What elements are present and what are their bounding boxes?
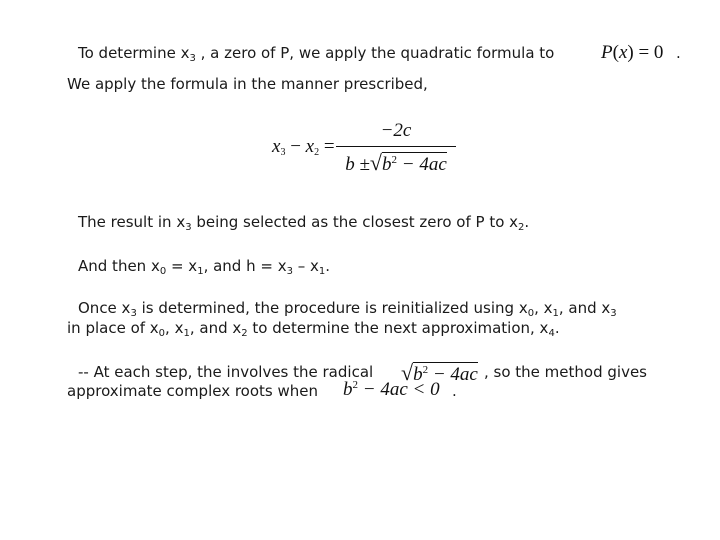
line-5-sub-b: 0: [527, 308, 535, 319]
formula-den-sup: 2: [391, 154, 397, 166]
formula-lhs-x3: x: [272, 136, 281, 157]
line-6-sub-b: 1: [183, 328, 190, 339]
line-7-a: -- At each step, the involves the radical: [78, 363, 374, 381]
formula-lhs-x3-sub: 3: [280, 147, 286, 158]
line-7-b: , so the method gives: [484, 363, 647, 381]
line-3-sub-a: 3: [185, 222, 192, 233]
line-5-sub-d: 3: [610, 308, 617, 319]
condition-sup: 2: [352, 379, 358, 391]
radical-sign-icon: √: [401, 360, 414, 385]
formula-main-fraction: [336, 120, 456, 178]
line-5-b: is determined, the procedure is reinitialized using x: [136, 299, 528, 317]
formula-numerator: [336, 120, 456, 142]
line-4-d: – x: [292, 257, 319, 275]
line-4: [78, 257, 330, 275]
formula-den-post: − 4ac: [397, 154, 447, 175]
line-4-sub-d: 1: [318, 266, 326, 277]
formula-equals: =: [319, 136, 335, 157]
line-1: [78, 44, 554, 62]
formula-numerator-text: −2c: [380, 120, 412, 141]
formula-lhs-x2: x: [305, 136, 315, 157]
line-6-sub-c: 2: [241, 328, 248, 339]
line-5: [78, 299, 617, 317]
line-2: We apply the formula in the manner prescribed,: [67, 75, 428, 93]
line-1-text-b: , a zero of P, we apply the quadratic formula to: [195, 44, 555, 62]
formula-den-b: b: [382, 154, 392, 175]
line-6-a: in place of x: [67, 319, 159, 337]
line-5-c: , x: [534, 299, 553, 317]
line-4-c: , and h = x: [203, 257, 287, 275]
condition-rest: − 4ac < 0: [358, 379, 440, 400]
line-4-sub-a: 0: [159, 266, 167, 277]
formula-den-radicand: [382, 152, 447, 175]
formula-p-paren-open: (: [612, 42, 619, 63]
line-5-sub-c: 1: [552, 308, 559, 319]
formula-fraction-bar: [336, 146, 456, 147]
line-5-d: , and x: [558, 299, 611, 317]
formula-p-symbol: P: [601, 42, 613, 63]
line-1-sub: 3: [189, 53, 196, 64]
line-6-d: to determine the next approximation, x: [247, 319, 549, 337]
radical-sup: 2: [422, 364, 429, 376]
radical-rest: − 4ac: [428, 364, 478, 385]
formula-p-of-x: [601, 42, 663, 64]
line-6-c: , and x: [189, 319, 242, 337]
line-4-sub-c: 3: [286, 266, 293, 277]
line-6-b: , x: [165, 319, 184, 337]
formula-p-paren-close: ): [627, 42, 634, 63]
formula-lhs-x2-sub: 2: [314, 147, 320, 158]
line-4-e: .: [325, 257, 331, 275]
line-1-text-a: To determine x: [78, 44, 190, 62]
line-4-a: And then x: [78, 257, 160, 275]
line-6-e: .: [554, 319, 560, 337]
formula-denominator: [336, 150, 456, 176]
line-1-period: .: [676, 44, 681, 62]
formula-lhs-minus: −: [285, 136, 306, 157]
line-3-b: being selected as the closest zero of P to x: [191, 213, 519, 231]
line-4-b: = x: [166, 257, 198, 275]
radical-b: b: [413, 364, 423, 385]
line-3-a: The result in x: [78, 213, 186, 231]
formula-condition: [343, 379, 440, 401]
line-3-sub-b: 2: [518, 222, 525, 233]
line-5-sub-a: 3: [130, 308, 137, 319]
formula-den-pre: b ±: [345, 154, 370, 175]
line-3-c: .: [524, 213, 530, 231]
line-8-a: approximate complex roots when: [67, 382, 319, 400]
line-4-sub-b: 1: [197, 266, 204, 277]
formula-den-radical-sign: √: [369, 150, 382, 175]
line-3: [78, 213, 529, 231]
formula-main-lhs: [272, 136, 335, 158]
line-8-period: .: [452, 382, 457, 400]
condition-b: b: [343, 379, 353, 400]
line-6: [67, 319, 560, 337]
line-6-sub-d: 4: [548, 328, 555, 339]
formula-p-x: x: [618, 42, 628, 63]
line-5-a: Once x: [78, 299, 131, 317]
line-6-sub-a: 0: [158, 328, 166, 339]
formula-p-eq: = 0: [633, 42, 664, 63]
